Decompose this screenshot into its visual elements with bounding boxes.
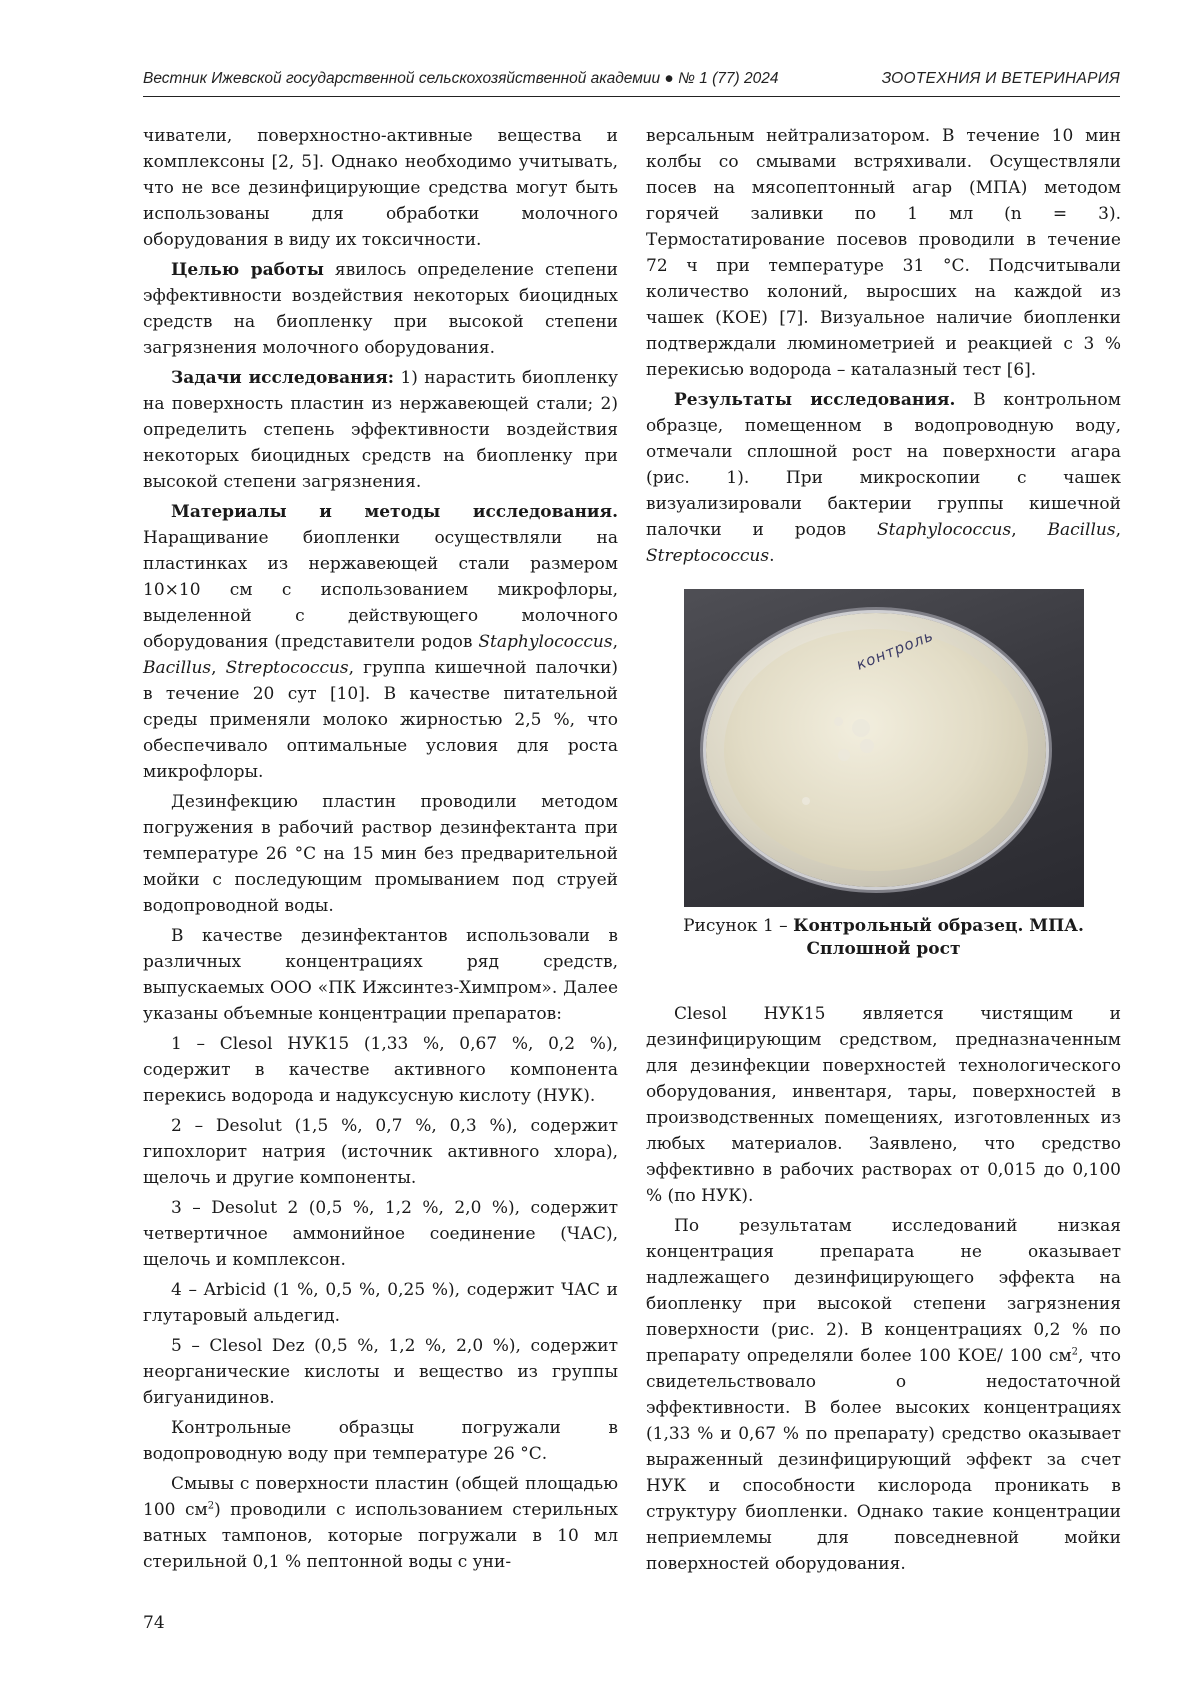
run-in-heading: Материалы и методы исследования. bbox=[171, 502, 618, 522]
list-item: 3 – Desolut 2 (0,5 %, 1,2 %, 2,0 %), содержит четвертичное аммонийное соединение (ЧАС), щелочь и комплексон. bbox=[143, 1198, 618, 1270]
paragraph: чиватели, поверхностно-активные вещества и комплексоны [2, 5]. Однако необходимо учитывать, что не все дезинфицирующие средства могут быть использованы для обработки молочного оборудования в виду их токсичности. bbox=[143, 126, 618, 250]
run-in-heading: Целью работы bbox=[171, 260, 324, 280]
colony bbox=[838, 749, 850, 761]
paragraph: версальным нейтрализатором. В течение 10 мин колбы со смывами встряхивали. Осуществляли посев на мясопептонный агар (МПА) методом горячей заливки по 1 мл (n = 3). Термостатирование посевов проводили в течение 72 ч при температуре 31 °С. Подсчитывали количество колоний, выросших на каждой из чашек (КОЕ) [7]. Визуальное наличие биопленки подтверждали люминометрией и реакцией с 3 % перекисью водорода – каталазный тест [6]. bbox=[646, 126, 1121, 380]
colony bbox=[834, 717, 843, 726]
right-column bbox=[646, 123, 1121, 1577]
page-number: 74 bbox=[143, 1613, 165, 1633]
handwritten-label: контроль bbox=[853, 626, 936, 674]
paragraph: Контрольные образцы погружали в водопроводную воду при температуре 26 °С. bbox=[143, 1418, 618, 1464]
run-in-heading: Задачи исследования: bbox=[171, 368, 395, 388]
paragraph-methods: Материалы и методы исследования. Наращивание биопленки осуществляли на пластинках из нержавеющей стали размером 10×10 см с использованием микрофлоры, выделенной с действующего молочного оборудования (представители родов Staphylococcus, Bacillus, Streptococcus, группа кишечной палочки) в течение 20 сут [10]. В качестве питательной среды применяли молоко жирностью 2,5 %, что обеспечивало оптимальные условия для роста микрофлоры. bbox=[143, 502, 618, 782]
header-rule bbox=[143, 96, 1120, 97]
colony bbox=[860, 739, 874, 753]
paragraph: Дезинфекцию пластин проводили методом погружения в рабочий раствор дезинфектанта при температуре 26 °С на 15 мин без предварительной мойки с последующим промыванием под струей водопроводной воды. bbox=[143, 792, 618, 916]
paragraph: Смывы с поверхности пластин (общей площадью 100 $см^2$) проводили с использованием стерильных ватных тампонов, которые погружали в 10 мл стерильной 0,1 % пептонной воды с уни- bbox=[143, 1474, 618, 1572]
colony bbox=[802, 797, 810, 805]
paragraph: Clesol НУК15 является чистящим и дезинфицирующим средством, предназначенным для дезинфекции поверхностей технологического оборудования, инвентаря, тары, поверхностей в производственных помещениях, изготовленных из любых материалов. Заявлено, что средство эффективно в рабочих растворах от 0,015 до 0,100 % (по НУК). bbox=[646, 1004, 1121, 1206]
paragraph: В качестве дезинфектантов использовали в различных концентрациях ряд средств, выпускаемых ООО «ПК Ижсинтез-Химпром». Далее указаны объемные концентрации препаратов: bbox=[143, 926, 618, 1024]
left-column bbox=[143, 123, 618, 1575]
paragraph-results: Результаты исследования. В контрольном образце, помещенном в водопроводную воду, отмечали сплошной рост на поверхности агара (рис. 1). При микроскопии с чашек визуализировали бактерии группы кишечной палочки и родов Staphylococcus, Bacillus, Streptococcus. bbox=[646, 390, 1121, 566]
colony bbox=[852, 719, 870, 737]
run-in-heading: Результаты исследования. bbox=[674, 390, 956, 410]
paragraph: По результатам исследований низкая концентрация препарата не оказывает надлежащего дезинфицирующего эффекта на биопленку при высокой степени загрязнения поверхности (рис. 2). В концентрациях 0,2 % по препарату определяли более 100 КОЕ/ 100 $см^2$, что свидетельствовало о недостаточной эффективности. В более высоких концентрациях (1,33 % и 0,67 % по препарату) средство оказывает выраженный дезинфицирующий эффект за счет НУК и способности кислорода проникать в структуру биопленки. Однако такие концентрации неприемлемы для повседневной мойки поверхностей оборудования. bbox=[646, 1216, 1121, 1574]
running-header bbox=[143, 66, 1120, 92]
journal-title: Вестник Ижевской государственной сельскохозяйственной академии ● № 1 (77) 2024 bbox=[143, 70, 779, 87]
list-item: 1 – Clesol НУК15 (1,33 %, 0,67 %, 0,2 %), содержит в качестве активного компонента перекись водорода и надуксусную кислоту (НУК). bbox=[143, 1034, 618, 1106]
section-title: ЗООТЕХНИЯ И ВЕТЕРИНАРИЯ bbox=[881, 70, 1120, 87]
list-item: 4 – Arbicid (1 %, 0,5 %, 0,25 %), содержит ЧАС и глутаровый альдегид. bbox=[143, 1280, 618, 1326]
figure-petri-dish-photo bbox=[684, 589, 1084, 907]
list-item: 2 – Desolut (1,5 %, 0,7 %, 0,3 %), содержит гипохлорит натрия (источник активного хлора), щелочь и другие компоненты. bbox=[143, 1116, 618, 1188]
figure-caption: Рисунок 1 – Контрольный образец. МПА. Сплошной рост bbox=[683, 916, 1084, 959]
paragraph-tasks: Задачи исследования: 1) нарастить биопленку на поверхность пластин из нержавеющей стали; 2) определить степень эффективности воздействия некоторых биоцидных средств на биопленку при высокой степени загрязнения. bbox=[143, 368, 618, 492]
list-item: 5 – Clesol Dez (0,5 %, 1,2 %, 2,0 %), содержит неорганические кислоты и вещество из группы бигуанидинов. bbox=[143, 1336, 618, 1408]
paragraph-aim: Целью работы явилось определение степени эффективности воздействия некоторых биоцидных средств на биопленку при высокой степени загрязнения молочного оборудования. bbox=[143, 260, 618, 358]
